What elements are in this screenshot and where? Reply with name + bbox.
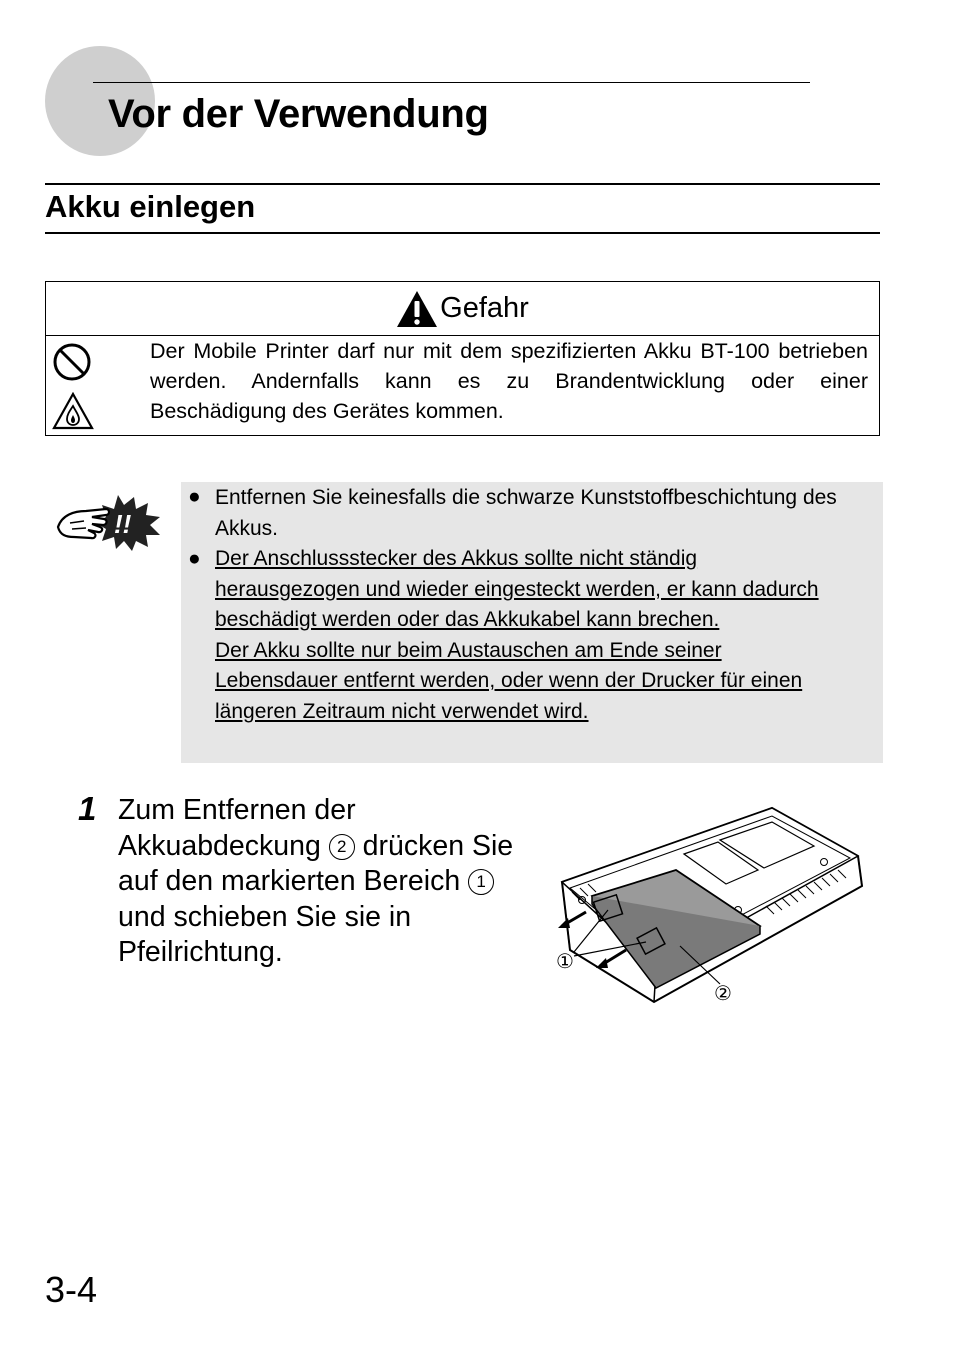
page-number: 3-4 — [45, 1269, 98, 1310]
circled-marker-1: 1 — [468, 869, 494, 895]
illustration-label-2: ② — [714, 981, 732, 1005]
step-number: 1 — [78, 790, 97, 827]
prohibited-icon — [52, 342, 92, 382]
section-title: Akku einlegen — [45, 189, 256, 224]
note-list — [181, 482, 871, 727]
danger-heading-text: Gefahr — [440, 292, 529, 324]
circled-marker-2: 2 — [329, 834, 355, 860]
section-rule-bottom — [45, 232, 880, 234]
chapter-rule — [93, 82, 810, 83]
fire-hazard-icon — [52, 392, 94, 430]
danger-text: Der Mobile Printer darf nur mit dem spezifizierten Akku BT-100 betrieben werden. Andernfalls kann es zu Brandentwicklung oder einer Beschädigung des Gerätes kommen. — [150, 339, 868, 423]
step-text-part1: Zum Entfernen der Akkuabdeckung — [118, 794, 356, 862]
section-rule-top — [45, 183, 880, 185]
step-text-part3: und schieben Sie sie in Pfeilrichtung. — [118, 900, 412, 968]
step-instruction — [118, 793, 538, 971]
danger-body — [46, 336, 879, 436]
warning-triangle-icon — [396, 290, 438, 328]
danger-heading — [46, 282, 879, 336]
list-item — [181, 544, 871, 727]
step-text-part2: drücken Sie auf den markierten Bereich — [118, 829, 514, 897]
bullet: ● — [188, 485, 201, 508]
note-text: Entfernen Sie keinesfalls die schwarze Kunststoffbeschichtung des Akkus. — [215, 486, 837, 540]
svg-text:!!: !! — [114, 509, 132, 539]
note-text-underlined-continued: Der Akku sollte nur beim Austauschen am Ende seiner Lebensdauer entfernt werden, oder wenn der Drucker für einen längeren Zeitraum nicht verwendet wird. — [215, 638, 803, 723]
chapter-title: Vor der Verwendung — [108, 92, 489, 136]
printer-battery-illustration — [552, 800, 872, 1010]
note-text-underlined: Der Anschlussstecker des Akkus sollte nicht ständig herausgezogen und wieder eingesteckt werden, er kann dadurch beschädigt werden oder das Akkukabel kann brechen. — [215, 547, 819, 631]
danger-box — [45, 281, 880, 436]
note-box — [181, 482, 883, 763]
pointing-hand-exclamation-icon — [56, 493, 162, 553]
bullet: ● — [188, 547, 201, 570]
illustration-label-1: ① — [556, 949, 574, 973]
list-item — [181, 482, 871, 544]
